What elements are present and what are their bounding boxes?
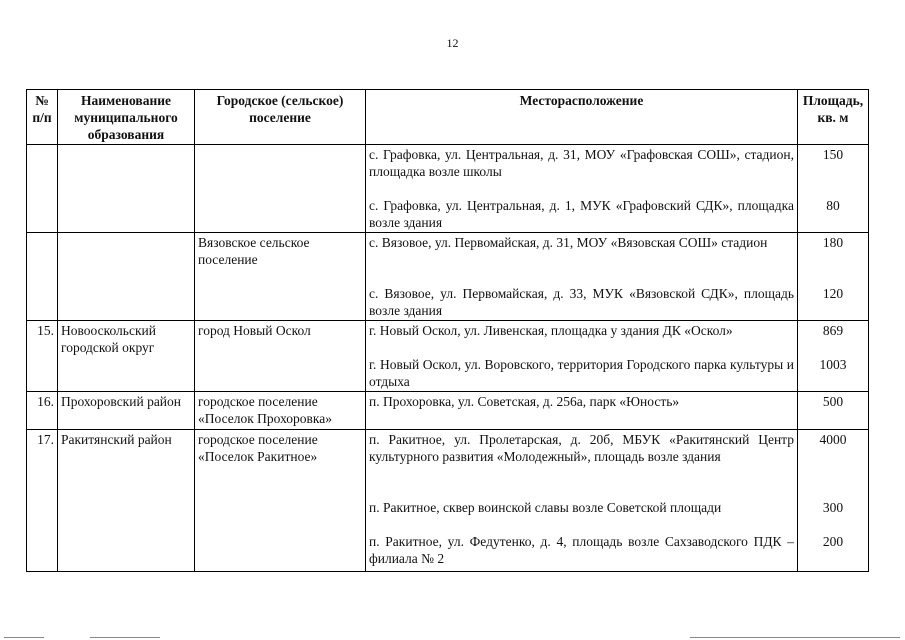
location-entry: с. Вязовое, ул. Первомайская, д. 33, МУК «Вязовской СДК», площадь возле здания [369, 286, 794, 318]
header-municipality: Наименование муниципального образования [58, 90, 195, 145]
area-value: 150 [822, 147, 844, 162]
row-locations [366, 430, 798, 572]
row-municipality: Новооскольский городской округ [58, 321, 195, 392]
area-value: 300 [822, 500, 844, 515]
row-num [27, 233, 58, 321]
header-num: № п/п [27, 90, 58, 145]
header-area: Площадь, кв. м [798, 90, 869, 145]
row-settlement [195, 145, 366, 233]
table-header-row [27, 90, 869, 145]
row-num: 16. [27, 392, 58, 430]
area-value: 4000 [819, 432, 847, 447]
table-row [27, 145, 869, 233]
location-entry: п. Ракитное, ул. Федутенко, д. 4, площадь возле Сахзаводского ПДК – филиала № 2 [369, 534, 794, 566]
row-settlement: городское поселение «Поселок Ракитное» [195, 430, 366, 572]
location-entry: с. Графовка, ул. Центральная, д. 31, МОУ «Графовская СОШ», стадион, площадка возле школы [369, 147, 794, 179]
header-location: Месторасположение [366, 90, 798, 145]
location-entry: г. Новый Оскол, ул. Ливенская, площадка у здания ДК «Оскол» [369, 323, 733, 338]
row-municipality [58, 233, 195, 321]
location-entry: п. Ракитное, ул. Пролетарская, д. 20б, МБУК «Ракитянский Центр культурного развития «Молодежный», площадь возле здания [369, 432, 794, 464]
page-number: 12 [446, 36, 459, 50]
row-settlement: городское поселение «Поселок Прохоровка» [195, 392, 366, 430]
row-locations [366, 233, 798, 321]
row-num: 15. [27, 321, 58, 392]
location-entry: с. Графовка, ул. Центральная, д. 1, МУК «Графовский СДК», площадка возле здания [369, 198, 794, 230]
location-entry: п. Ракитное, сквер воинской славы возле Советской площади [369, 500, 722, 515]
scan-edge-line [4, 637, 44, 638]
area-value: 180 [822, 235, 844, 250]
table-row [27, 321, 869, 392]
location-entry: п. Прохоровка, ул. Советская, д. 256а, парк «Юность» [366, 392, 798, 430]
area-value: 1003 [819, 357, 847, 372]
area-value: 80 [826, 198, 840, 213]
scan-edge-line [690, 637, 900, 638]
row-municipality: Прохоровский район [58, 392, 195, 430]
row-locations [366, 321, 798, 392]
location-entry: г. Новый Оскол, ул. Воровского, территория Городского парка культуры и отдыха [369, 357, 794, 389]
table-row [27, 430, 869, 572]
header-settlement: Городское (сельское) поселение [195, 90, 366, 145]
row-areas [798, 145, 869, 233]
row-num [27, 145, 58, 233]
row-areas [798, 233, 869, 321]
row-municipality: Ракитянский район [58, 430, 195, 572]
area-value: 500 [798, 392, 869, 430]
table-row [27, 233, 869, 321]
row-num: 17. [27, 430, 58, 572]
row-settlement: Вязовское сельское поселение [195, 233, 366, 321]
table-row [27, 392, 869, 430]
row-locations [366, 145, 798, 233]
location-entry: с. Вязовое, ул. Первомайская, д. 31, МОУ «Вязовская СОШ» стадион [369, 235, 768, 250]
row-areas [798, 430, 869, 572]
locations-table [26, 89, 869, 572]
scan-edge-line [90, 637, 160, 638]
row-municipality [58, 145, 195, 233]
area-value: 869 [822, 323, 844, 338]
area-value: 120 [822, 286, 844, 301]
row-settlement: город Новый Оскол [195, 321, 366, 392]
row-areas [798, 321, 869, 392]
area-value: 200 [822, 534, 844, 549]
